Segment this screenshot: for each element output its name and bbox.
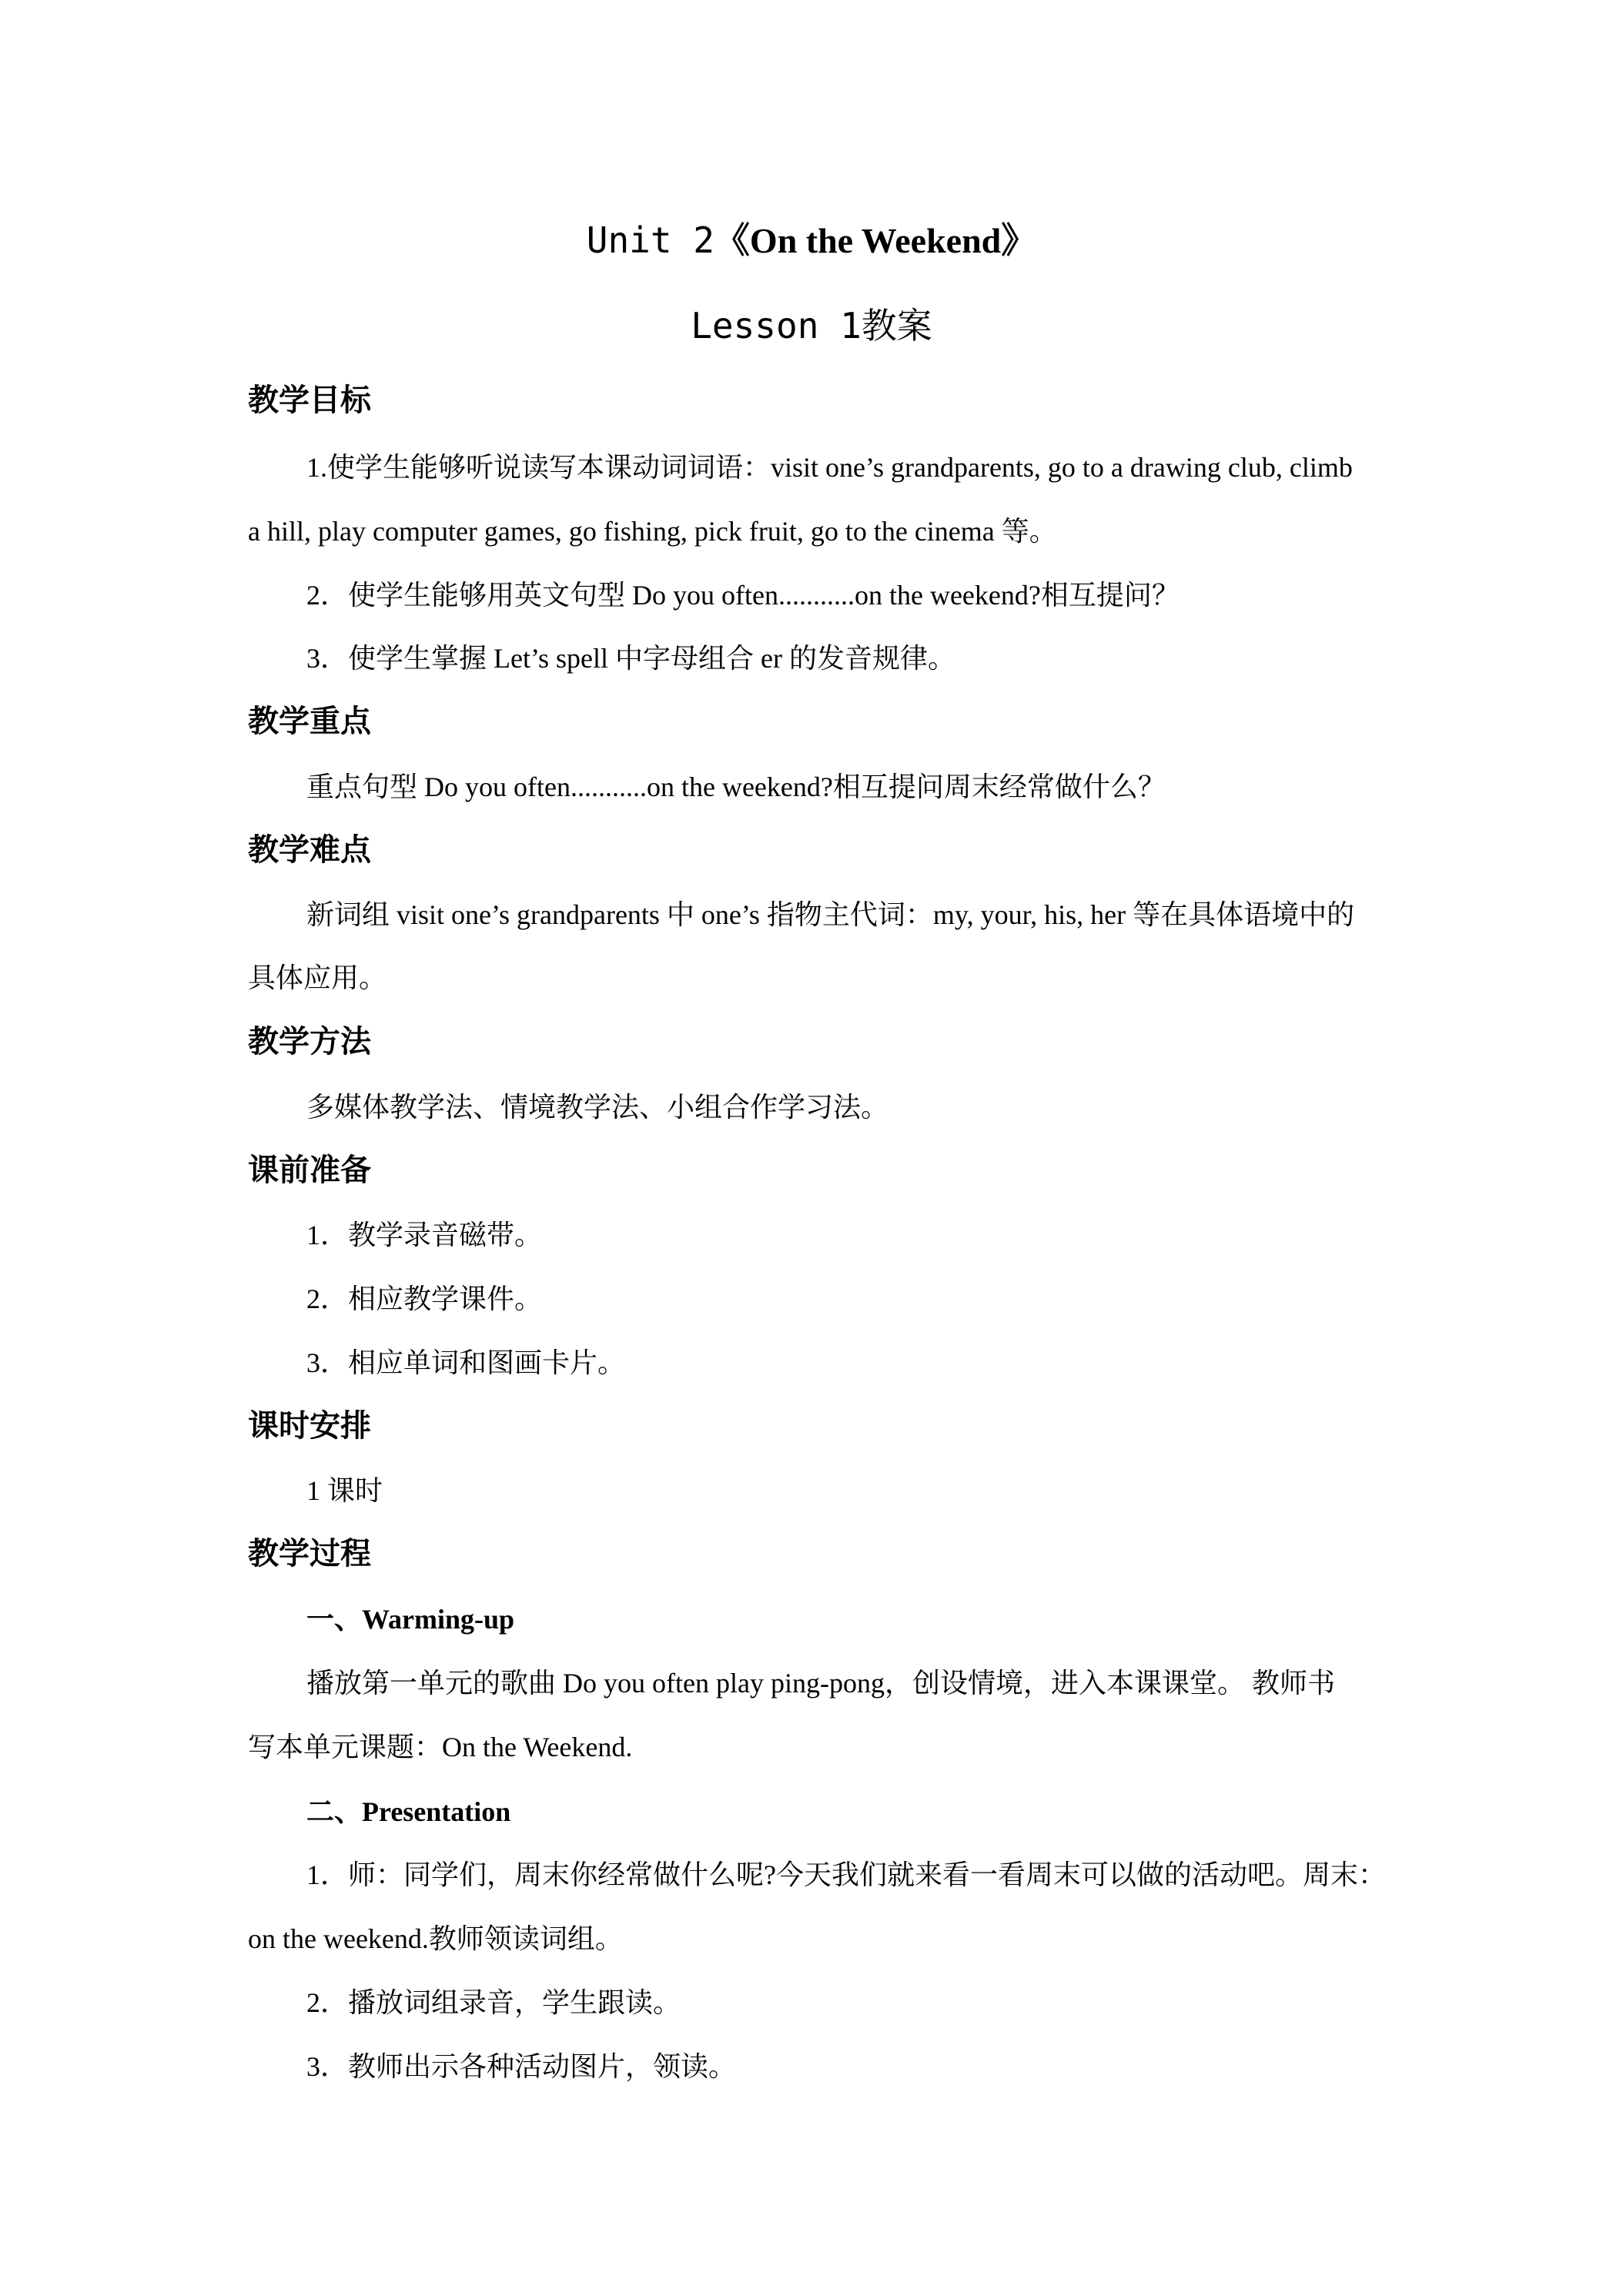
difficulties-line-1: 新词组 visit one’s grandparents 中 one’s 指物主代词：my, your, his, her 等在具体语境中的 xyxy=(306,899,1355,930)
title-unit: Unit 2 xyxy=(586,219,714,261)
schedule-heading: 课时安排 xyxy=(248,1408,371,1444)
objectives-heading: 教学目标 xyxy=(248,383,371,418)
methods-text: 多媒体教学法、情境教学法、小组合作学习法。 xyxy=(306,1092,889,1123)
objective-1-line-2: a hill, play computer games, go fishing, pick fruit, go to the cinema 等。 xyxy=(248,516,1057,547)
document-title xyxy=(0,217,1623,264)
warmup-line-2: 写本单元课题：On the Weekend. xyxy=(248,1732,633,1762)
presentation-2: 2．播放词组录音，学生跟读。 xyxy=(306,1987,681,2018)
process-heading: 教学过程 xyxy=(248,1536,371,1571)
presentation-1-line-2: on the weekend.教师领读词组。 xyxy=(248,1923,623,1954)
difficulties-line-2: 具体应用。 xyxy=(248,962,387,993)
presentation-3: 3．教师出示各种活动图片，领读。 xyxy=(306,2051,737,2082)
preparation-item-2: 2．相应教学课件。 xyxy=(306,1284,543,1314)
preparation-item-3: 3．相应单词和图画卡片。 xyxy=(306,1347,626,1378)
objective-3: 3．使学生掌握 Let’s spell 中字母组合 er 的发音规律。 xyxy=(306,643,955,674)
warmup-title: 一、Warming-up xyxy=(306,1604,515,1635)
objective-2: 2．使学生能够用英文句型 Do you often...........on the weekend?相互提问？ xyxy=(306,580,1180,611)
objective-1-line-1: 1.使学生能够听说读写本课动词词语：visit one’s grandparents, go to a drawing club, climb xyxy=(306,452,1353,483)
preparation-item-1: 1．教学录音磁带。 xyxy=(306,1220,543,1250)
title-book-name: 《On the Weekend》 xyxy=(714,221,1037,260)
warmup-line-1: 播放第一单元的歌曲 Do you often play ping-pong，创设情境，进入本课课堂。 教师书 xyxy=(306,1668,1335,1699)
key-points-text: 重点句型 Do you often...........on the weekend?相互提问周末经常做什么？ xyxy=(306,771,1166,802)
methods-heading: 教学方法 xyxy=(248,1024,371,1059)
key-points-heading: 教学重点 xyxy=(248,704,371,739)
document-subtitle: Lesson 1教案 xyxy=(691,305,932,346)
schedule-text: 1 课时 xyxy=(306,1475,383,1506)
presentation-1-line-1: 1．师：同学们，周末你经常做什么呢?今天我们就来看一看周末可以做的活动吧。周末： xyxy=(306,1859,1386,1890)
difficulties-heading: 教学难点 xyxy=(248,832,371,868)
presentation-title: 二、Presentation xyxy=(306,1796,511,1827)
preparation-heading: 课前准备 xyxy=(248,1153,371,1188)
